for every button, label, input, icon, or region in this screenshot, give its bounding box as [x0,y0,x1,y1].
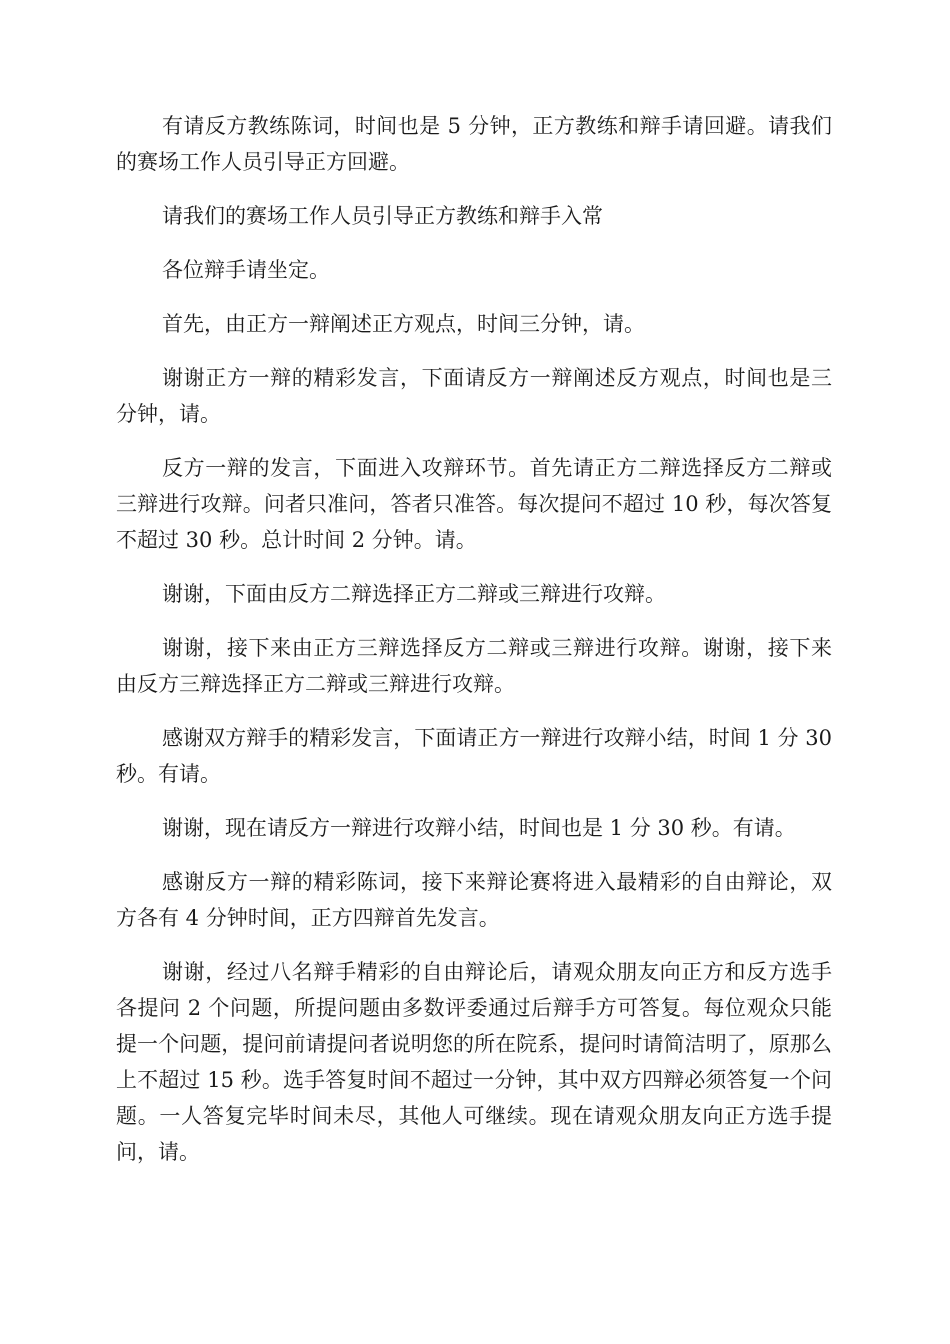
paragraph-4: 首先，由正方一辩阐述正方观点，时间三分钟，请。 [162,312,645,336]
paragraph-1: 有请反方教练陈词，时间也是 5 分钟，正方教练和辩手请回避。请我们的赛场工作人员引导正方回避。 [116,114,832,174]
paragraph-8: 谢谢，接下来由正方三辩选择反方二辩或三辩进行攻辩。谢谢，接下来由反方三辩选择正方二辩或三辩进行攻辩。 [116,636,832,696]
paragraph-3: 各位辩手请坐定。 [162,258,330,282]
paragraph-7: 谢谢，下面由反方二辩选择正方二辩或三辩进行攻辩。 [162,582,666,606]
paragraph-12: 谢谢，经过八名辩手精彩的自由辩论后，请观众朋友向正方和反方选手各提问 2 个问题，所提问题由多数评委通过后辩手方可答复。每位观众只能提一个问题，提问前请提问者说明您的所在院系，提问时请简洁明了，原那么上不超过 15 秒。选手答复时间不超过一分钟，其中双方四辩必须答复一个问题。一人答复完毕时间未尽，其他人可继续。现在请观众朋友向正方选手提问，请。 [116,960,832,1164]
paragraph-5: 谢谢正方一辩的精彩发言，下面请反方一辩阐述反方观点，时间也是三分钟，请。 [116,366,832,426]
paragraph-11: 感谢反方一辩的精彩陈词，接下来辩论赛将进入最精彩的自由辩论，双方各有 4 分钟时间，正方四辩首先发言。 [116,870,832,930]
paragraph-10: 谢谢，现在请反方一辩进行攻辩小结，时间也是 1 分 30 秒。有请。 [162,816,796,840]
paragraph-6: 反方一辩的发言，下面进入攻辩环节。首先请正方二辩选择反方二辩或三辩进行攻辩。问者只准问，答者只准答。每次提问不超过 10 秒，每次答复不超过 30 秒。总计时间 2 分钟。请。 [116,456,832,552]
paragraph-2: 请我们的赛场工作人员引导正方教练和辩手入常 [162,204,603,228]
paragraph-9: 感谢双方辩手的精彩发言，下面请正方一辩进行攻辩小结，时间 1 分 30 秒。有请。 [116,726,832,786]
